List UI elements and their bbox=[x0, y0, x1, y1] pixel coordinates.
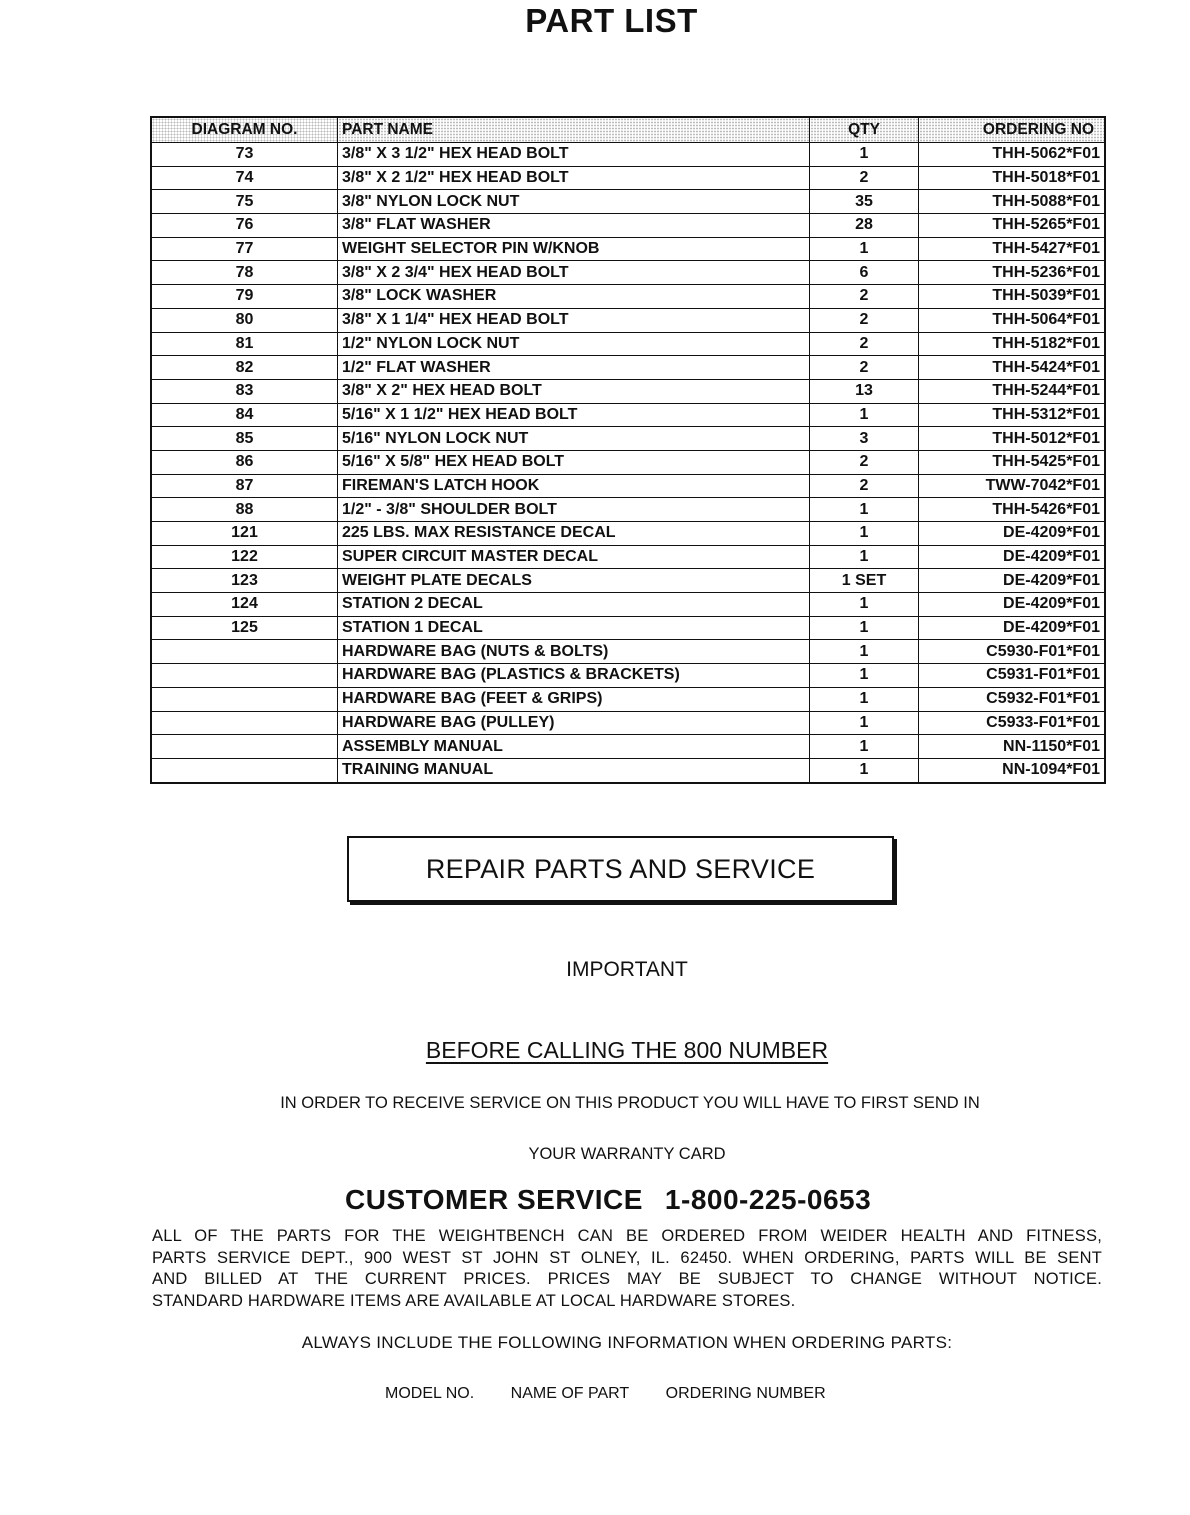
cell-qty: 1 bbox=[810, 735, 919, 759]
cell-qty: 2 bbox=[810, 356, 919, 380]
table-row bbox=[151, 640, 1105, 664]
cell-diagram-no: 123 bbox=[151, 569, 338, 593]
table-row bbox=[151, 427, 1105, 451]
cell-part-name: 1/2" NYLON LOCK NUT bbox=[338, 332, 810, 356]
important-label: IMPORTANT bbox=[566, 958, 688, 981]
parts-table bbox=[150, 116, 1106, 784]
cell-diagram-no: 88 bbox=[151, 498, 338, 522]
cell-ordering-no: THH-5312*F01 bbox=[919, 403, 1106, 427]
paragraph-line: PARTS SERVICE DEPT., 900 WEST ST JOHN ST OLNEY, IL. 62450. WHEN ORDERING, PARTS WILL BE SENT bbox=[152, 1248, 1102, 1267]
cell-part-name: TRAINING MANUAL bbox=[338, 758, 810, 782]
table-row bbox=[151, 190, 1105, 214]
cell-part-name: STATION 2 DECAL bbox=[338, 593, 810, 617]
cell-ordering-no: THH-5427*F01 bbox=[919, 237, 1106, 261]
cell-qty: 1 bbox=[810, 545, 919, 569]
cell-qty: 6 bbox=[810, 261, 919, 285]
cell-ordering-no: DE-4209*F01 bbox=[919, 545, 1106, 569]
cell-ordering-no: DE-4209*F01 bbox=[919, 593, 1106, 617]
cell-diagram-no: 81 bbox=[151, 332, 338, 356]
cell-ordering-no: THH-5182*F01 bbox=[919, 332, 1106, 356]
cell-ordering-no: THH-5424*F01 bbox=[919, 356, 1106, 380]
cell-qty: 1 bbox=[810, 143, 919, 167]
cell-part-name: 5/16" X 5/8" HEX HEAD BOLT bbox=[338, 450, 810, 474]
column-header-part-name: PART NAME bbox=[338, 117, 810, 143]
customer-service-phone: 1-800-225-0653 bbox=[664, 1184, 872, 1215]
cell-diagram-no: 85 bbox=[151, 427, 338, 451]
cell-part-name: 3/8" X 3 1/2" HEX HEAD BOLT bbox=[338, 143, 810, 167]
cell-part-name: WEIGHT SELECTOR PIN W/KNOB bbox=[338, 237, 810, 261]
cell-ordering-no: THH-5425*F01 bbox=[919, 450, 1106, 474]
table-row bbox=[151, 379, 1105, 403]
cell-part-name: 3/8" X 1 1/4" HEX HEAD BOLT bbox=[338, 308, 810, 332]
cell-ordering-no: THH-5088*F01 bbox=[919, 190, 1106, 214]
cell-part-name: 5/16" NYLON LOCK NUT bbox=[338, 427, 810, 451]
cell-diagram-no: 86 bbox=[151, 450, 338, 474]
required-field-model-no: MODEL NO. bbox=[385, 1385, 475, 1402]
service-instruction-text: IN ORDER TO RECEIVE SERVICE ON THIS PRODUCT YOU WILL HAVE TO FIRST SEND IN bbox=[280, 1094, 980, 1112]
page-title: PART LIST bbox=[525, 2, 698, 39]
table-row bbox=[151, 474, 1105, 498]
cell-part-name: HARDWARE BAG (PLASTICS & BRACKETS) bbox=[338, 664, 810, 688]
table-row bbox=[151, 711, 1105, 735]
table-row bbox=[151, 687, 1105, 711]
cell-part-name: 3/8" X 2 3/4" HEX HEAD BOLT bbox=[338, 261, 810, 285]
cell-qty: 2 bbox=[810, 474, 919, 498]
cell-diagram-no bbox=[151, 735, 338, 759]
cell-part-name: HARDWARE BAG (NUTS & BOLTS) bbox=[338, 640, 810, 664]
table-header-row bbox=[151, 117, 1105, 143]
table-row bbox=[151, 403, 1105, 427]
table-row bbox=[151, 593, 1105, 617]
before-calling-heading: BEFORE CALLING THE 800 NUMBER bbox=[425, 1037, 829, 1063]
always-include-text: ALWAYS INCLUDE THE FOLLOWING INFORMATION WHEN ORDERING PARTS: bbox=[301, 1333, 953, 1352]
cell-part-name: HARDWARE BAG (FEET & GRIPS) bbox=[338, 687, 810, 711]
table-row bbox=[151, 237, 1105, 261]
cell-diagram-no: 124 bbox=[151, 593, 338, 617]
cell-part-name: FIREMAN'S LATCH HOOK bbox=[338, 474, 810, 498]
cell-qty: 1 bbox=[810, 616, 919, 640]
cell-qty: 28 bbox=[810, 214, 919, 238]
table-row bbox=[151, 758, 1105, 782]
table-row bbox=[151, 356, 1105, 380]
cell-diagram-no: 122 bbox=[151, 545, 338, 569]
cell-diagram-no: 82 bbox=[151, 356, 338, 380]
cell-qty: 1 bbox=[810, 758, 919, 782]
cell-ordering-no: THH-5064*F01 bbox=[919, 308, 1106, 332]
table-row bbox=[151, 545, 1105, 569]
cell-ordering-no: NN-1150*F01 bbox=[919, 735, 1106, 759]
cell-qty: 1 bbox=[810, 522, 919, 546]
cell-diagram-no: 83 bbox=[151, 379, 338, 403]
cell-part-name: 3/8" FLAT WASHER bbox=[338, 214, 810, 238]
cell-part-name: 3/8" LOCK WASHER bbox=[338, 285, 810, 309]
ordering-info-paragraph bbox=[152, 1226, 1102, 1312]
repair-parts-heading: REPAIR PARTS AND SERVICE bbox=[425, 854, 816, 884]
cell-part-name: 1/2" - 3/8" SHOULDER BOLT bbox=[338, 498, 810, 522]
cell-diagram-no: 80 bbox=[151, 308, 338, 332]
cell-qty: 1 bbox=[810, 711, 919, 735]
required-field-ordering-number: ORDERING NUMBER bbox=[665, 1385, 826, 1402]
cell-qty: 1 bbox=[810, 687, 919, 711]
column-header-ordering-no: ORDERING NO bbox=[919, 117, 1106, 143]
customer-service-label: CUSTOMER SERVICE bbox=[345, 1184, 643, 1215]
table-row bbox=[151, 143, 1105, 167]
cell-diagram-no: 78 bbox=[151, 261, 338, 285]
cell-diagram-no: 75 bbox=[151, 190, 338, 214]
cell-diagram-no: 87 bbox=[151, 474, 338, 498]
cell-ordering-no: DE-4209*F01 bbox=[919, 569, 1106, 593]
cell-qty: 1 bbox=[810, 593, 919, 617]
cell-part-name: 5/16" X 1 1/2" HEX HEAD BOLT bbox=[338, 403, 810, 427]
cell-diagram-no bbox=[151, 758, 338, 782]
table-row bbox=[151, 616, 1105, 640]
cell-qty: 1 SET bbox=[810, 569, 919, 593]
cell-part-name: WEIGHT PLATE DECALS bbox=[338, 569, 810, 593]
paragraph-line: STANDARD HARDWARE ITEMS ARE AVAILABLE AT LOCAL HARDWARE STORES. bbox=[152, 1291, 796, 1310]
cell-part-name: 3/8" X 2 1/2" HEX HEAD BOLT bbox=[338, 166, 810, 190]
cell-part-name: 225 LBS. MAX RESISTANCE DECAL bbox=[338, 522, 810, 546]
customer-service-line bbox=[345, 1184, 871, 1216]
cell-diagram-no: 73 bbox=[151, 143, 338, 167]
cell-qty: 35 bbox=[810, 190, 919, 214]
cell-qty: 2 bbox=[810, 285, 919, 309]
cell-ordering-no: C5932-F01*F01 bbox=[919, 687, 1106, 711]
cell-part-name: SUPER CIRCUIT MASTER DECAL bbox=[338, 545, 810, 569]
table-row bbox=[151, 735, 1105, 759]
cell-ordering-no: THH-5426*F01 bbox=[919, 498, 1106, 522]
cell-qty: 1 bbox=[810, 498, 919, 522]
cell-ordering-no: DE-4209*F01 bbox=[919, 522, 1106, 546]
cell-diagram-no: 84 bbox=[151, 403, 338, 427]
cell-ordering-no: THH-5244*F01 bbox=[919, 379, 1106, 403]
cell-qty: 2 bbox=[810, 450, 919, 474]
cell-part-name: 3/8" NYLON LOCK NUT bbox=[338, 190, 810, 214]
cell-ordering-no: C5933-F01*F01 bbox=[919, 711, 1106, 735]
cell-diagram-no: 79 bbox=[151, 285, 338, 309]
cell-qty: 13 bbox=[810, 379, 919, 403]
cell-diagram-no: 76 bbox=[151, 214, 338, 238]
cell-qty: 2 bbox=[810, 332, 919, 356]
cell-ordering-no: C5931-F01*F01 bbox=[919, 664, 1106, 688]
cell-part-name: STATION 1 DECAL bbox=[338, 616, 810, 640]
cell-qty: 2 bbox=[810, 166, 919, 190]
cell-ordering-no: THH-5012*F01 bbox=[919, 427, 1106, 451]
table-row bbox=[151, 522, 1105, 546]
cell-diagram-no bbox=[151, 664, 338, 688]
table-row bbox=[151, 498, 1105, 522]
cell-qty: 1 bbox=[810, 640, 919, 664]
cell-diagram-no bbox=[151, 711, 338, 735]
cell-qty: 1 bbox=[810, 664, 919, 688]
cell-diagram-no bbox=[151, 640, 338, 664]
cell-ordering-no: C5930-F01*F01 bbox=[919, 640, 1106, 664]
cell-diagram-no: 74 bbox=[151, 166, 338, 190]
table-row bbox=[151, 332, 1105, 356]
required-field-name-of-part: NAME OF PART bbox=[510, 1385, 630, 1402]
required-fields-list bbox=[385, 1385, 858, 1403]
column-header-qty: QTY bbox=[810, 117, 919, 143]
cell-ordering-no: THH-5018*F01 bbox=[919, 166, 1106, 190]
table-row bbox=[151, 664, 1105, 688]
repair-parts-heading-box bbox=[347, 836, 894, 902]
cell-ordering-no: NN-1094*F01 bbox=[919, 758, 1106, 782]
cell-ordering-no: THH-5062*F01 bbox=[919, 143, 1106, 167]
paragraph-line: ALL OF THE PARTS FOR THE WEIGHTBENCH CAN BE ORDERED FROM WEIDER HEALTH AND FITNESS, bbox=[152, 1227, 1102, 1245]
cell-diagram-no: 121 bbox=[151, 522, 338, 546]
paragraph-line: AND BILLED AT THE CURRENT PRICES. PRICES MAY BE SUBJECT TO CHANGE WITHOUT NOTICE. bbox=[152, 1270, 1102, 1288]
table-row bbox=[151, 261, 1105, 285]
table-row bbox=[151, 214, 1105, 238]
table-row bbox=[151, 450, 1105, 474]
cell-part-name: ASSEMBLY MANUAL bbox=[338, 735, 810, 759]
cell-diagram-no bbox=[151, 687, 338, 711]
cell-part-name: 1/2" FLAT WASHER bbox=[338, 356, 810, 380]
table-row bbox=[151, 569, 1105, 593]
cell-qty: 1 bbox=[810, 237, 919, 261]
table-row bbox=[151, 308, 1105, 332]
cell-ordering-no: DE-4209*F01 bbox=[919, 616, 1106, 640]
cell-diagram-no: 77 bbox=[151, 237, 338, 261]
cell-ordering-no: THH-5039*F01 bbox=[919, 285, 1106, 309]
cell-part-name: HARDWARE BAG (PULLEY) bbox=[338, 711, 810, 735]
warranty-card-text: YOUR WARRANTY CARD bbox=[528, 1145, 726, 1163]
parts-table-body bbox=[151, 143, 1105, 783]
cell-part-name: 3/8" X 2" HEX HEAD BOLT bbox=[338, 379, 810, 403]
column-header-diagram-no: DIAGRAM NO. bbox=[151, 117, 338, 143]
cell-qty: 3 bbox=[810, 427, 919, 451]
table-row bbox=[151, 285, 1105, 309]
cell-qty: 2 bbox=[810, 308, 919, 332]
cell-diagram-no: 125 bbox=[151, 616, 338, 640]
table-row bbox=[151, 166, 1105, 190]
cell-ordering-no: TWW-7042*F01 bbox=[919, 474, 1106, 498]
cell-ordering-no: THH-5236*F01 bbox=[919, 261, 1106, 285]
cell-ordering-no: THH-5265*F01 bbox=[919, 214, 1106, 238]
cell-qty: 1 bbox=[810, 403, 919, 427]
